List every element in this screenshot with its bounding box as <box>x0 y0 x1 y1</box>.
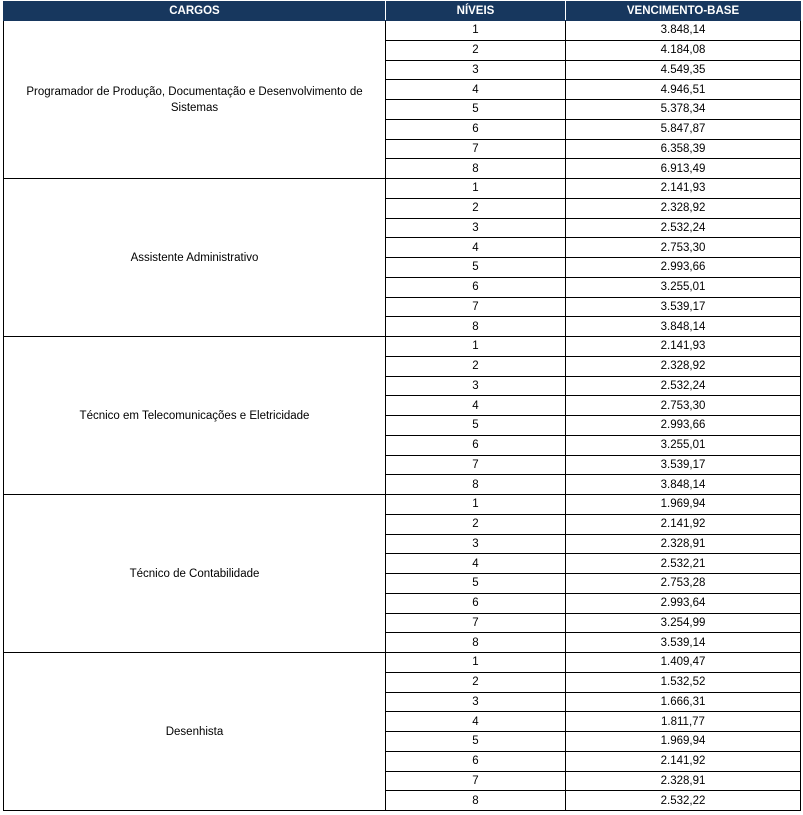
nivel-cell: 7 <box>386 613 566 633</box>
cargo-cell: Técnico de Contabilidade <box>4 495 386 653</box>
table-row <box>4 179 801 199</box>
vencimento-cell: 6.913,49 <box>566 159 801 179</box>
nivel-cell: 7 <box>386 771 566 791</box>
vencimento-cell: 3.539,17 <box>566 297 801 317</box>
nivel-cell: 1 <box>386 179 566 199</box>
nivel-cell: 2 <box>386 514 566 534</box>
nivel-cell: 3 <box>386 60 566 80</box>
vencimento-cell: 2.532,22 <box>566 791 801 811</box>
nivel-cell: 6 <box>386 593 566 613</box>
table-row <box>4 495 801 515</box>
nivel-cell: 8 <box>386 159 566 179</box>
nivel-cell: 8 <box>386 633 566 653</box>
cargo-cell: Desenhista <box>4 653 386 811</box>
nivel-cell: 1 <box>386 495 566 515</box>
vencimento-cell: 3.848,14 <box>566 21 801 41</box>
vencimento-cell: 2.753,28 <box>566 574 801 594</box>
vencimento-cell: 2.532,24 <box>566 218 801 238</box>
vencimento-cell: 1.409,47 <box>566 653 801 673</box>
header-niveis: NÍVEIS <box>386 2 566 21</box>
nivel-cell: 5 <box>386 732 566 752</box>
nivel-cell: 5 <box>386 258 566 278</box>
vencimento-cell: 5.378,34 <box>566 100 801 120</box>
table-body <box>4 21 801 811</box>
table-row <box>4 653 801 673</box>
nivel-cell: 2 <box>386 40 566 60</box>
vencimento-cell: 4.946,51 <box>566 80 801 100</box>
vencimento-cell: 2.532,21 <box>566 554 801 574</box>
vencimento-cell: 1.666,31 <box>566 692 801 712</box>
vencimento-cell: 1.969,94 <box>566 495 801 515</box>
vencimento-cell: 3.539,14 <box>566 633 801 653</box>
vencimento-cell: 2.993,64 <box>566 593 801 613</box>
table-header <box>4 2 801 21</box>
nivel-cell: 2 <box>386 356 566 376</box>
vencimento-cell: 2.328,91 <box>566 534 801 554</box>
nivel-cell: 7 <box>386 455 566 475</box>
vencimento-cell: 2.993,66 <box>566 416 801 436</box>
nivel-cell: 4 <box>386 396 566 416</box>
vencimento-cell: 2.328,91 <box>566 771 801 791</box>
vencimento-cell: 2.141,92 <box>566 751 801 771</box>
nivel-cell: 4 <box>386 712 566 732</box>
cargo-cell: Técnico em Telecomunicações e Eletricidade <box>4 337 386 495</box>
vencimento-cell: 1.969,94 <box>566 732 801 752</box>
vencimento-cell: 5.847,87 <box>566 119 801 139</box>
nivel-cell: 3 <box>386 534 566 554</box>
nivel-cell: 3 <box>386 218 566 238</box>
nivel-cell: 1 <box>386 653 566 673</box>
header-row <box>4 2 801 21</box>
vencimento-cell: 3.255,01 <box>566 277 801 297</box>
table-row <box>4 21 801 41</box>
nivel-cell: 4 <box>386 238 566 258</box>
nivel-cell: 6 <box>386 277 566 297</box>
table-row <box>4 337 801 357</box>
nivel-cell: 6 <box>386 119 566 139</box>
nivel-cell: 7 <box>386 297 566 317</box>
vencimento-cell: 3.848,14 <box>566 475 801 495</box>
vencimento-cell: 2.993,66 <box>566 258 801 278</box>
vencimento-cell: 3.255,01 <box>566 435 801 455</box>
nivel-cell: 8 <box>386 791 566 811</box>
vencimento-cell: 2.753,30 <box>566 238 801 258</box>
vencimento-cell: 4.184,08 <box>566 40 801 60</box>
nivel-cell: 3 <box>386 692 566 712</box>
vencimento-cell: 3.848,14 <box>566 317 801 337</box>
nivel-cell: 8 <box>386 317 566 337</box>
vencimento-cell: 2.141,93 <box>566 179 801 199</box>
cargo-cell: Programador de Produção, Documentação e Desenvolvimento de Sistemas <box>4 21 386 179</box>
header-vencimento-base: VENCIMENTO-BASE <box>566 2 801 21</box>
nivel-cell: 4 <box>386 80 566 100</box>
vencimento-cell: 3.539,17 <box>566 455 801 475</box>
vencimento-cell: 2.328,92 <box>566 198 801 218</box>
cargo-cell: Assistente Administrativo <box>4 179 386 337</box>
vencimento-cell: 1.811,77 <box>566 712 801 732</box>
nivel-cell: 7 <box>386 139 566 159</box>
vencimento-cell: 2.141,92 <box>566 514 801 534</box>
vencimento-cell: 1.532,52 <box>566 672 801 692</box>
vencimento-cell: 3.254,99 <box>566 613 801 633</box>
nivel-cell: 6 <box>386 435 566 455</box>
vencimento-cell: 4.549,35 <box>566 60 801 80</box>
nivel-cell: 5 <box>386 100 566 120</box>
nivel-cell: 3 <box>386 376 566 396</box>
nivel-cell: 4 <box>386 554 566 574</box>
header-cargos: CARGOS <box>4 2 386 21</box>
nivel-cell: 5 <box>386 574 566 594</box>
nivel-cell: 5 <box>386 416 566 436</box>
vencimento-cell: 6.358,39 <box>566 139 801 159</box>
nivel-cell: 6 <box>386 751 566 771</box>
vencimento-cell: 2.753,30 <box>566 396 801 416</box>
nivel-cell: 2 <box>386 672 566 692</box>
nivel-cell: 1 <box>386 337 566 357</box>
salary-table <box>3 1 801 811</box>
nivel-cell: 2 <box>386 198 566 218</box>
vencimento-cell: 2.328,92 <box>566 356 801 376</box>
nivel-cell: 1 <box>386 21 566 41</box>
vencimento-cell: 2.532,24 <box>566 376 801 396</box>
vencimento-cell: 2.141,93 <box>566 337 801 357</box>
nivel-cell: 8 <box>386 475 566 495</box>
